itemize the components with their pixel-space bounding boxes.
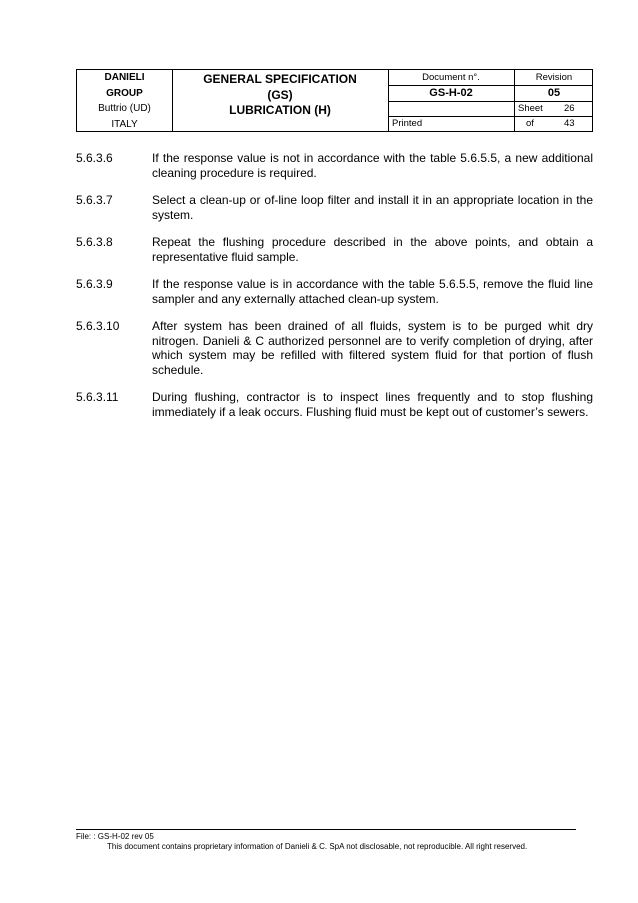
footer-divider — [76, 829, 576, 830]
paragraph — [76, 319, 593, 377]
paragraph — [76, 193, 593, 222]
spec-abbrev: (GS) — [267, 88, 293, 102]
paragraph — [76, 277, 593, 306]
paragraph-text: After system has been drained of all fluids, system is to be purged whit dry nitrogen. Danieli & C authorized personnel are to verify completion of drying, after which system may be refilled with filtered system fluid for that portion of flush schedule. — [152, 319, 593, 377]
paragraph-text: Repeat the flushing procedure described in the above points, and obtain a representative fluid sample. — [152, 235, 593, 264]
paragraph — [76, 390, 593, 419]
paragraph — [76, 235, 593, 264]
printed-label: Printed — [392, 118, 423, 129]
header-divider — [388, 116, 592, 117]
paragraph-number: 5.6.3.7 — [76, 193, 113, 207]
company-name: DANIELI — [104, 72, 145, 83]
document-body — [76, 151, 593, 432]
company-group: GROUP — [106, 88, 143, 99]
total-sheets: 43 — [564, 118, 575, 129]
paragraph-number: 5.6.3.6 — [76, 151, 113, 165]
footer-confidentiality-note: This document contains proprietary information of Danieli & C. SpA not disclosable, not reproducible. All right reserved. — [107, 842, 528, 851]
document-header — [76, 69, 593, 132]
company-city: Buttrio (UD) — [98, 103, 151, 114]
revision-number: 05 — [547, 87, 561, 99]
company-country: ITALY — [111, 119, 138, 130]
paragraph-number: 5.6.3.10 — [76, 319, 120, 333]
footer-file-reference: File: : GS-H-02 rev 05 — [76, 832, 154, 841]
of-label: of — [526, 118, 534, 129]
revision-label: Revision — [535, 72, 573, 83]
sheet-number: 26 — [564, 103, 575, 114]
paragraph-number: 5.6.3.11 — [76, 390, 119, 404]
document-number-label: Document n°. — [422, 72, 480, 83]
paragraph-number: 5.6.3.8 — [76, 235, 113, 249]
paragraph-text: During flushing, contractor is to inspect lines frequently and to stop flushing immediately if a leak occurs. Flushing fluid must be kept out of customer’s sewers. — [152, 390, 593, 419]
sheet-label: Sheet — [518, 103, 543, 114]
spec-title: GENERAL SPECIFICATION — [203, 72, 357, 86]
paragraph-text: Select a clean-up or of-line loop filter and install it in an appropriate location in the system. — [152, 193, 593, 222]
spec-subject: LUBRICATION (H) — [229, 103, 331, 117]
header-divider — [388, 85, 592, 86]
header-divider — [388, 101, 592, 102]
paragraph-number: 5.6.3.9 — [76, 277, 113, 291]
paragraph — [76, 151, 593, 180]
document-number: GS-H-02 — [429, 87, 473, 99]
paragraph-text: If the response value is in accordance with the table 5.6.5.5, remove the fluid line sampler and any externally attached clean-up system. — [152, 277, 593, 306]
paragraph-text: If the response value is not in accordance with the table 5.6.5.5, a new additional cleaning procedure is required. — [152, 151, 593, 180]
